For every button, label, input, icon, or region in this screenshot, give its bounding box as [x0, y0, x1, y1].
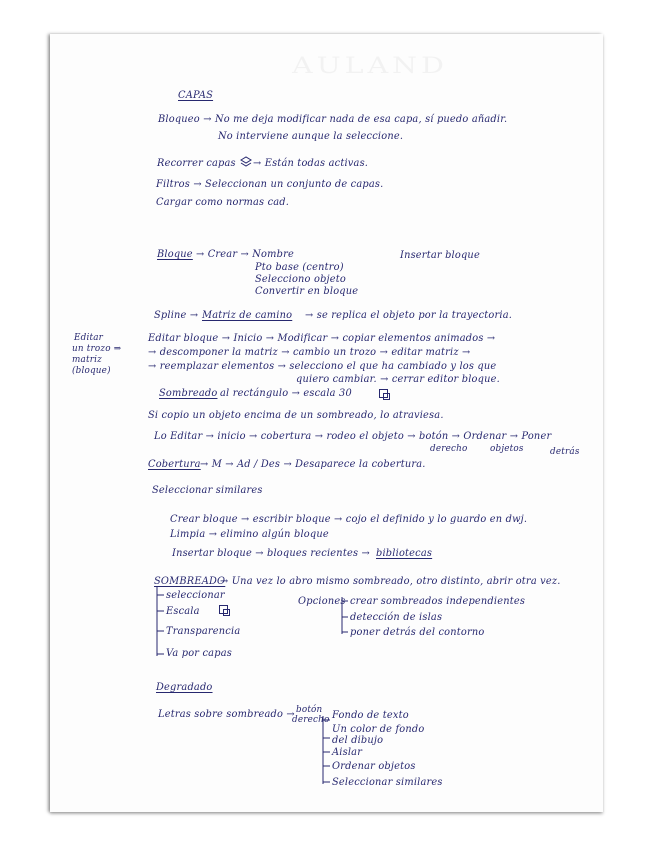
margin-note-1: Editar — [74, 333, 104, 343]
line-opciones: Opciones — [298, 596, 346, 607]
line-va-por-capas: Va por capas — [166, 648, 232, 659]
line-cobertura-label: Cobertura — [148, 459, 201, 470]
line-filtros: Filtros → Seleccionan un conjunto de capas. — [156, 179, 384, 190]
line-letras: Letras sobre sombreado → — [158, 709, 295, 720]
line-boton: botón — [296, 705, 323, 715]
margin-note-4: (bloque) — [72, 366, 111, 376]
line-aislar: Aislar — [332, 747, 363, 758]
line-sombreado: al rectángulo → escala 30 — [220, 388, 352, 399]
line-recorrer-2: → Están todas activas. — [253, 158, 369, 169]
line-bloqueo: Bloqueo → No me deja modificar nada de esa capa, sí puedo añadir. — [158, 114, 508, 125]
line-spline-label: Matriz de camino — [202, 310, 293, 321]
line-bloque-label: Bloque — [157, 249, 193, 260]
line-cobertura: → M → Ad / Des → Desaparece la cobertura. — [200, 459, 426, 470]
line-insertar: Insertar bloque → bloques recientes → — [172, 548, 370, 559]
line-bloque-crear: → Crear → Nombre — [196, 249, 294, 260]
line-objetos: objetos — [490, 444, 524, 454]
line-spline-2: → se replica el objeto por la trayectoria. — [305, 310, 513, 321]
line-color-1: Un color de fondo — [332, 724, 425, 735]
line-pto-base: Pto base (centro) — [255, 262, 344, 273]
line-sombreado-label: Sombreado — [159, 388, 218, 399]
line-editar-3: → reemplazar elementos → selecciono el que ha cambiado y los que — [148, 361, 497, 372]
line-limpia: Limpia → elimino algún bloque — [170, 529, 329, 540]
margin-note-3: matriz — [72, 355, 102, 365]
line-editar-1: Editar bloque → Inicio → Modificar → copiar elementos animados → — [148, 333, 496, 344]
line-derecho: derecho — [430, 444, 468, 454]
line-bloqueo-2: No interviene aunque la seleccione. — [218, 131, 404, 142]
line-sombreado-cap-2: → Una vez lo abro mismo sombreado, otro distinto, abrir otra vez. — [220, 576, 561, 587]
line-recorrer: Recorrer capas — [157, 158, 236, 169]
line-sel-obj: Selecciono objeto — [255, 274, 347, 285]
line-opcion-1: crear sombreados independientes — [350, 596, 526, 607]
page-title: CAPAS — [178, 90, 214, 101]
line-escala: Escala — [166, 606, 200, 617]
line-spline: Spline → — [154, 310, 199, 321]
line-ordenar: Ordenar objetos — [332, 761, 416, 772]
line-sicopio: Si copio un objeto encima de un sombreado, lo atraviesa. — [148, 410, 444, 421]
line-sombreado-cap: SOMBREADO — [154, 576, 226, 587]
line-fondo: Fondo de texto — [332, 710, 409, 721]
line-convertir: Convertir en bloque — [255, 286, 359, 297]
notebook-page — [50, 34, 603, 812]
line-crear-bloque: Crear bloque → escribir bloque → cojo el definido y lo guardo en dwj. — [170, 514, 528, 525]
line-insertar-bloque: Insertar bloque — [400, 250, 480, 261]
scale-icon — [218, 604, 232, 618]
connector-lines — [50, 34, 603, 812]
line-lo-editar: Lo Editar → inicio → cobertura → rodeo el objeto → botón → Ordenar → Poner — [154, 431, 552, 442]
margin-note-2: un trozo ⇒ — [72, 344, 122, 354]
line-editar-4: quiero cambiar. → cerrar editor bloque. — [296, 374, 500, 385]
line-insertar-label: bibliotecas — [376, 548, 433, 559]
line-transparencia: Transparencia — [166, 626, 241, 637]
line-editar-2: → descomponer la matriz → cambio un trozo → editar matriz → — [148, 347, 471, 358]
line-opcion-3: poner detrás del contorno — [350, 627, 485, 638]
line-seleccionar-similares-2: Seleccionar similares — [332, 777, 443, 788]
line-opcion-2: detección de islas — [350, 612, 443, 623]
line-cargar: Cargar como normas cad. — [156, 197, 290, 208]
line-detras: detrás — [550, 447, 580, 457]
line-seleccionar: seleccionar — [166, 590, 225, 601]
line-color-2: del dibujo — [332, 735, 384, 746]
line-seleccionar-similares: Seleccionar similares — [152, 485, 263, 496]
line-degradado: Degradado — [156, 682, 213, 693]
line-boton-derecho: derecho — [292, 715, 330, 725]
